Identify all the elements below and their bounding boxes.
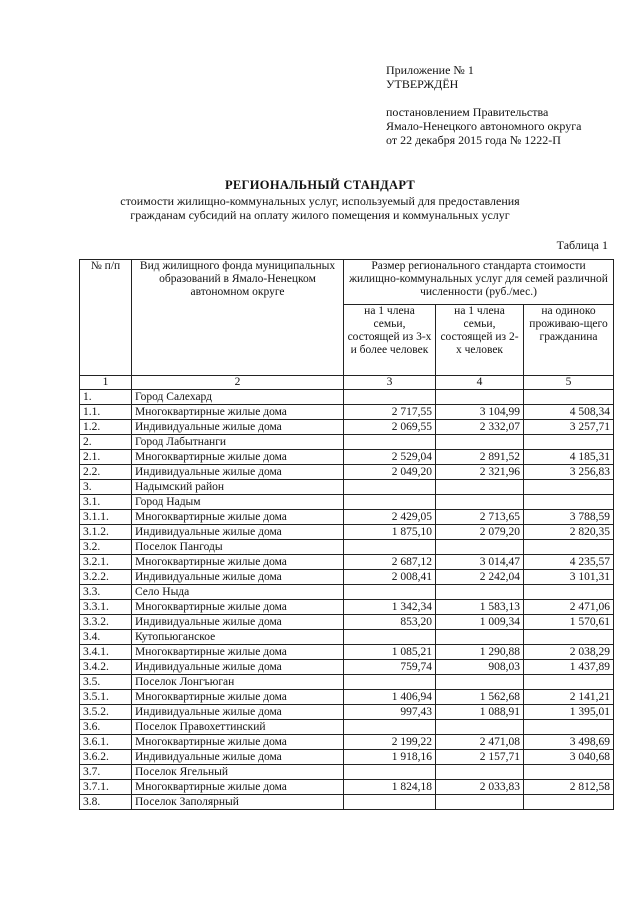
value-family-3plus — [344, 480, 436, 495]
row-number: 3.6.2. — [80, 750, 132, 765]
table-row — [80, 555, 614, 570]
value-family-3plus: 1 085,21 — [344, 645, 436, 660]
value-family-2: 2 891,52 — [436, 450, 524, 465]
value-single — [524, 795, 614, 810]
subtitle-line-1: стоимости жилищно-коммунальных услуг, используемый для предоставления — [120, 194, 520, 208]
row-name: Многоквартирные жилые дома — [132, 405, 344, 420]
decree-line-1: постановлением Правительства — [386, 105, 549, 119]
row-number: 3.4.1. — [80, 645, 132, 660]
value-family-2: 1 562,68 — [436, 690, 524, 705]
row-name: Многоквартирные жилые дома — [132, 645, 344, 660]
table-row — [80, 780, 614, 795]
value-family-3plus: 853,20 — [344, 615, 436, 630]
row-name: Многоквартирные жилые дома — [132, 600, 344, 615]
value-family-2: 2 471,08 — [436, 735, 524, 750]
value-family-3plus: 1 342,34 — [344, 600, 436, 615]
table-row — [80, 600, 614, 615]
value-family-3plus — [344, 675, 436, 690]
row-name: Многоквартирные жилые дома — [132, 450, 344, 465]
value-family-2 — [436, 435, 524, 450]
value-family-2 — [436, 720, 524, 735]
table-row — [80, 405, 614, 420]
value-family-2 — [436, 585, 524, 600]
value-family-3plus — [344, 495, 436, 510]
value-single: 4 235,57 — [524, 555, 614, 570]
row-name: Многоквартирные жилые дома — [132, 780, 344, 795]
value-family-2: 3 104,99 — [436, 405, 524, 420]
table-row — [80, 720, 614, 735]
value-family-3plus: 1 918,16 — [344, 750, 436, 765]
row-number: 2. — [80, 435, 132, 450]
value-family-3plus — [344, 585, 436, 600]
table-row — [80, 495, 614, 510]
value-family-2 — [436, 795, 524, 810]
value-family-2: 2 033,83 — [436, 780, 524, 795]
value-family-2: 2 321,96 — [436, 465, 524, 480]
value-family-2: 2 079,20 — [436, 525, 524, 540]
row-name: Многоквартирные жилые дома — [132, 555, 344, 570]
row-name: Поселок Заполярный — [132, 795, 344, 810]
value-family-3plus — [344, 630, 436, 645]
value-single — [524, 630, 614, 645]
row-number: 2.2. — [80, 465, 132, 480]
row-name: Индивидуальные жилые дома — [132, 420, 344, 435]
value-family-2: 1 583,13 — [436, 600, 524, 615]
value-family-3plus: 1 824,18 — [344, 780, 436, 795]
value-family-3plus: 759,74 — [344, 660, 436, 675]
row-number: 3.1.1. — [80, 510, 132, 525]
value-family-3plus — [344, 720, 436, 735]
value-family-2 — [436, 390, 524, 405]
row-name: Многоквартирные жилые дома — [132, 735, 344, 750]
value-family-2 — [436, 540, 524, 555]
value-single: 3 257,71 — [524, 420, 614, 435]
table-row — [80, 480, 614, 495]
row-number: 3.4.2. — [80, 660, 132, 675]
value-family-3plus: 2 529,04 — [344, 450, 436, 465]
value-single: 3 788,59 — [524, 510, 614, 525]
row-name: Город Салехард — [132, 390, 344, 405]
value-family-3plus: 2 429,05 — [344, 510, 436, 525]
value-family-3plus — [344, 540, 436, 555]
document-subtitle — [70, 194, 570, 222]
approval-header — [386, 63, 626, 147]
value-single — [524, 585, 614, 600]
row-number: 3.5.1. — [80, 690, 132, 705]
row-number: 2.1. — [80, 450, 132, 465]
table-row — [80, 570, 614, 585]
value-single: 1 570,61 — [524, 615, 614, 630]
value-single — [524, 390, 614, 405]
row-name: Индивидуальные жилые дома — [132, 705, 344, 720]
table-row — [80, 435, 614, 450]
row-number: 3.2. — [80, 540, 132, 555]
value-family-2: 908,03 — [436, 660, 524, 675]
row-number: 3.4. — [80, 630, 132, 645]
header-gap — [386, 91, 626, 105]
row-number: 3. — [80, 480, 132, 495]
decree-line-3: от 22 декабря 2015 года № 1222-П — [386, 133, 561, 147]
value-single — [524, 720, 614, 735]
row-name: Индивидуальные жилые дома — [132, 570, 344, 585]
row-number: 3.3.2. — [80, 615, 132, 630]
header-number: № п/п — [80, 260, 132, 376]
value-family-3plus: 997,43 — [344, 705, 436, 720]
table-row — [80, 450, 614, 465]
column-number: 3 — [344, 376, 436, 390]
value-family-3plus: 2 069,55 — [344, 420, 436, 435]
row-number: 3.1. — [80, 495, 132, 510]
value-family-2: 2 157,71 — [436, 750, 524, 765]
row-number: 3.7. — [80, 765, 132, 780]
row-number: 3.1.2. — [80, 525, 132, 540]
header-standard-group: Размер регионального стандарта стоимости жилищно-коммунальных услуг для семей различной численности (руб./мес.) — [344, 260, 614, 305]
table-row — [80, 465, 614, 480]
row-number: 3.2.1. — [80, 555, 132, 570]
decree-line-2: Ямало-Ненецкого автономного округа — [386, 119, 582, 133]
table-row — [80, 765, 614, 780]
value-single — [524, 480, 614, 495]
row-number: 1.1. — [80, 405, 132, 420]
value-single — [524, 435, 614, 450]
table-row — [80, 690, 614, 705]
row-name: Поселок Ягельный — [132, 765, 344, 780]
row-name: Село Ныда — [132, 585, 344, 600]
header-single: на одиноко проживаю-щего гражданина — [524, 305, 614, 376]
table-row — [80, 660, 614, 675]
column-number: 5 — [524, 376, 614, 390]
value-family-3plus: 2 008,41 — [344, 570, 436, 585]
row-number: 3.3.1. — [80, 600, 132, 615]
value-single: 2 141,21 — [524, 690, 614, 705]
row-name: Кутопьюганское — [132, 630, 344, 645]
row-name: Надымский район — [132, 480, 344, 495]
value-family-2 — [436, 495, 524, 510]
row-number: 3.6. — [80, 720, 132, 735]
table-row — [80, 390, 614, 405]
table-body — [80, 390, 614, 810]
value-family-3plus — [344, 435, 436, 450]
approved-label: УТВЕРЖДЁН — [386, 77, 459, 91]
value-single: 1 395,01 — [524, 705, 614, 720]
table-row — [80, 615, 614, 630]
value-single: 3 256,83 — [524, 465, 614, 480]
row-name: Индивидуальные жилые дома — [132, 525, 344, 540]
row-name: Многоквартирные жилые дома — [132, 690, 344, 705]
value-single — [524, 495, 614, 510]
value-family-2: 2 332,07 — [436, 420, 524, 435]
row-number: 3.8. — [80, 795, 132, 810]
value-family-2 — [436, 765, 524, 780]
value-family-3plus: 1 875,10 — [344, 525, 436, 540]
header-family-2: на 1 члена семьи, состоящей из 2-х человек — [436, 305, 524, 376]
table-row — [80, 795, 614, 810]
value-family-2: 1 290,88 — [436, 645, 524, 660]
value-family-3plus — [344, 795, 436, 810]
appendix-label: Приложение № 1 — [386, 63, 474, 77]
table-row — [80, 525, 614, 540]
row-name: Поселок Правохеттинский — [132, 720, 344, 735]
subtitle-line-2: гражданам субсидий на оплату жилого помещения и коммунальных услуг — [130, 208, 510, 222]
value-family-3plus: 1 406,94 — [344, 690, 436, 705]
value-single: 2 471,06 — [524, 600, 614, 615]
row-name: Индивидуальные жилые дома — [132, 465, 344, 480]
value-single: 2 812,58 — [524, 780, 614, 795]
value-single: 2 820,35 — [524, 525, 614, 540]
row-name: Город Надым — [132, 495, 344, 510]
value-single — [524, 540, 614, 555]
row-number: 3.3. — [80, 585, 132, 600]
value-single: 1 437,89 — [524, 660, 614, 675]
value-family-3plus: 2 717,55 — [344, 405, 436, 420]
row-number: 1. — [80, 390, 132, 405]
row-name: Индивидуальные жилые дома — [132, 660, 344, 675]
document-title: РЕГИОНАЛЬНЫЙ СТАНДАРТ — [224, 178, 416, 192]
table-number-label: Таблица 1 — [556, 238, 608, 252]
value-family-2: 1 088,91 — [436, 705, 524, 720]
table-row — [80, 630, 614, 645]
value-family-2: 3 014,47 — [436, 555, 524, 570]
table-row — [80, 510, 614, 525]
row-number: 3.5.2. — [80, 705, 132, 720]
value-family-2: 2 713,65 — [436, 510, 524, 525]
row-name: Индивидуальные жилые дома — [132, 750, 344, 765]
row-name: Город Лабытнанги — [132, 435, 344, 450]
row-name: Индивидуальные жилые дома — [132, 615, 344, 630]
value-single — [524, 765, 614, 780]
header-family-3plus: на 1 члена семьи, состоящей из 3-х и более человек — [344, 305, 436, 376]
value-family-2: 1 009,34 — [436, 615, 524, 630]
value-family-3plus: 2 049,20 — [344, 465, 436, 480]
value-family-3plus — [344, 390, 436, 405]
row-number: 3.7.1. — [80, 780, 132, 795]
row-number: 3.6.1. — [80, 735, 132, 750]
value-family-3plus: 2 687,12 — [344, 555, 436, 570]
value-family-2 — [436, 675, 524, 690]
row-name: Поселок Пангоды — [132, 540, 344, 555]
column-number: 4 — [436, 376, 524, 390]
value-single: 3 101,31 — [524, 570, 614, 585]
value-single: 4 508,34 — [524, 405, 614, 420]
table-row — [80, 750, 614, 765]
value-single: 2 038,29 — [524, 645, 614, 660]
row-number: 1.2. — [80, 420, 132, 435]
column-number: 1 — [80, 376, 132, 390]
value-single: 3 040,68 — [524, 750, 614, 765]
table-row — [80, 420, 614, 435]
value-single: 3 498,69 — [524, 735, 614, 750]
table-row — [80, 705, 614, 720]
row-number: 3.2.2. — [80, 570, 132, 585]
header-housing-type: Вид жилищного фонда муниципальных образований в Ямало-Ненецком автономном округе — [132, 260, 344, 376]
table-row — [80, 645, 614, 660]
row-name: Многоквартирные жилые дома — [132, 510, 344, 525]
value-family-3plus: 2 199,22 — [344, 735, 436, 750]
standards-table — [79, 259, 614, 810]
table-row — [80, 675, 614, 690]
value-family-3plus — [344, 765, 436, 780]
table-row — [80, 735, 614, 750]
value-single — [524, 675, 614, 690]
value-family-2: 2 242,04 — [436, 570, 524, 585]
table-row — [80, 540, 614, 555]
column-number: 2 — [132, 376, 344, 390]
column-numbers-row — [80, 376, 614, 390]
value-single: 4 185,31 — [524, 450, 614, 465]
value-family-2 — [436, 630, 524, 645]
value-family-2 — [436, 480, 524, 495]
table-row — [80, 585, 614, 600]
row-number: 3.5. — [80, 675, 132, 690]
row-name: Поселок Лонгъюган — [132, 675, 344, 690]
